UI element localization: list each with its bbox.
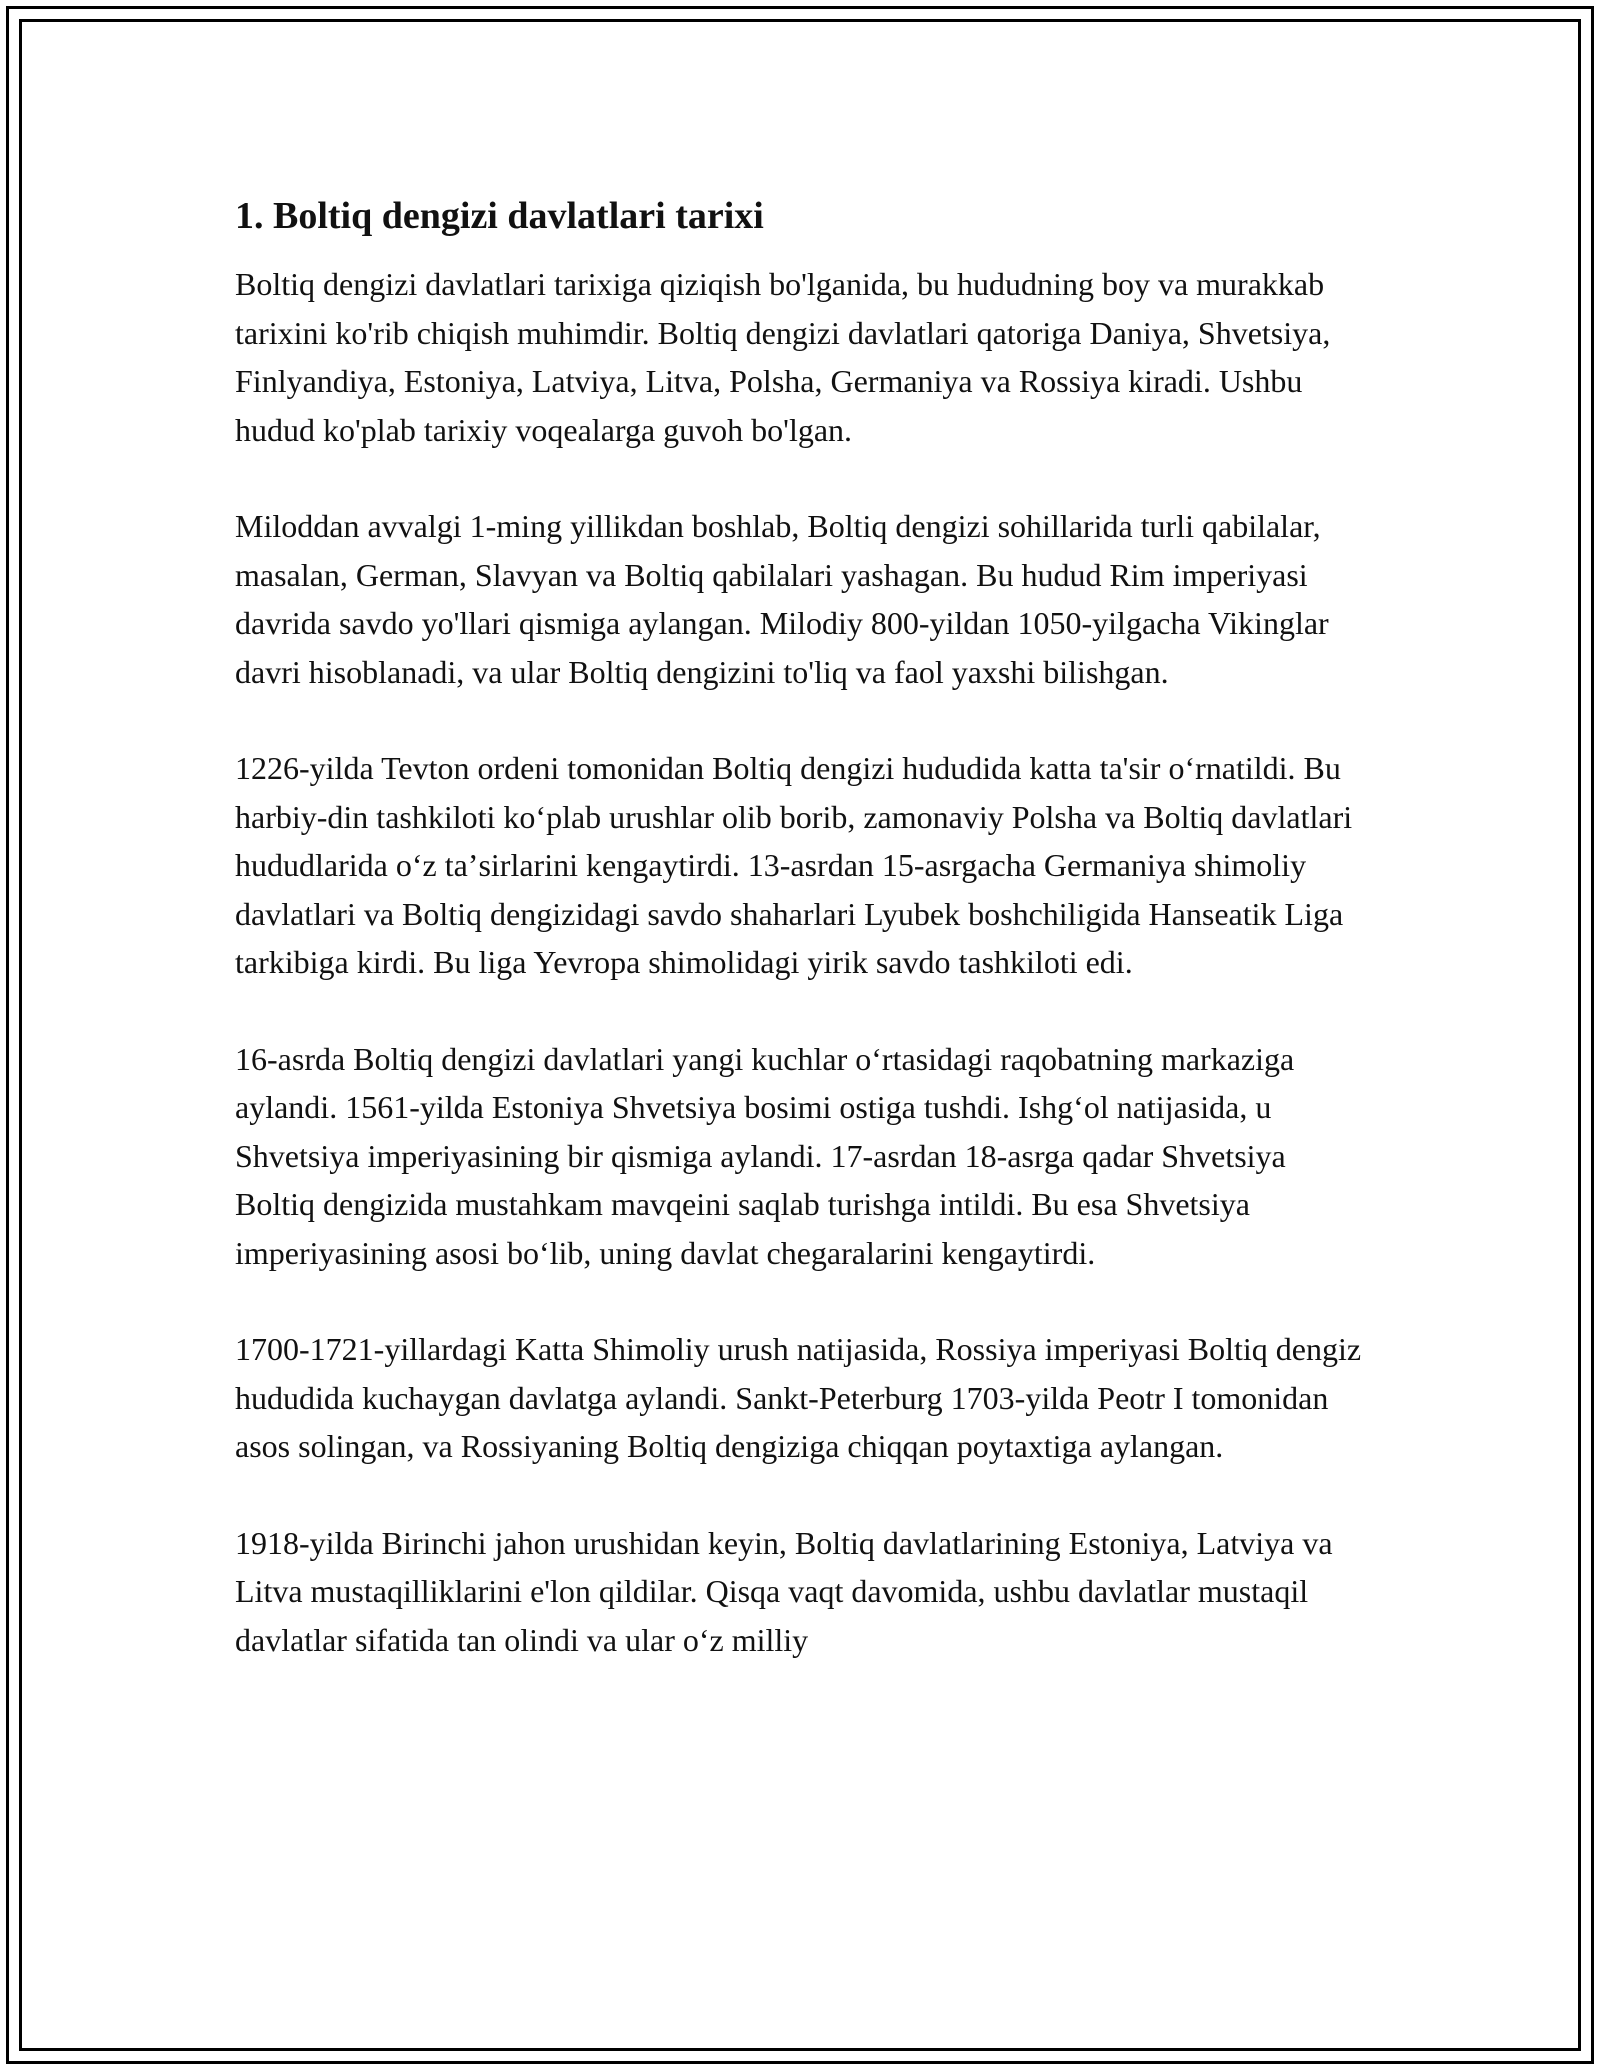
paragraph-6: 1918-yilda Birinchi jahon urushidan keyin, Boltiq davlatlarining Estoniya, Latviya va Litva mustaqilliklarini e'lon qildilar. Qisqa vaqt davomida, ushbu davlatlar mustaqil davlatlar sifatida tan olindi va ular oʻz milliy [235,1524,1333,1658]
paragraph-4: 16-asrda Boltiq dengizi davlatlari yangi kuchlar oʻrtasidagi raqobatning markaziga aylandi. 1561-yilda Estoniya Shvetsiya bosimi ostiga tushdi. Ishgʻol natijasida, u Shvetsiya imperiyasining bir qismiga aylandi. 17-asrdan 18-asrga qadar Shvetsiya Boltiq dengizida mustahkam mavqeini saqlab turishga intildi. Bu esa Shvetsiya imperiyasining asosi boʻlib, uning davlat chegaralarini kengaytirdi. [235,1040,1295,1271]
paragraph-1: Boltiq dengizi davlatlari tarixiga qiziqish bo'lganida, bu hududning boy va murakkab tarixini ko'rib chiqish muhimdir. Boltiq dengizi davlatlari qatoriga Daniya, Shvetsiya, Finlyandiya, Estoniya, Latviya, Litva, Polsha, Germaniya va Rossiya kiradi. Ushbu hudud ko'plab tarixiy voqealarga guvoh bo'lgan. [235,266,1331,448]
paragraph-2: Miloddan avvalgi 1-ming yillikdan boshlab, Boltiq dengizi sohillarida turli qabilalar, masalan, German, Slavyan va Boltiq qabilalari yashagan. Bu hudud Rim imperiyasi davrida savdo yo'llari qismiga aylangan. Milodiy 800-yildan 1050-yilgacha Vikinglar davri hisoblanadi, va ular Boltiq dengizini to'liq va faol yaxshi bilishgan. [235,508,1329,690]
paragraph-3: 1226-yilda Tevton ordeni tomonidan Boltiq dengizi hududida katta ta'sir oʻrnatildi. Bu harbiy-din tashkiloti koʻplab urushlar olib borib, zamonaviy Polsha va Boltiq davlatlari hududlarida oʻz taʼsirlarini kengaytirdi. 13-asrdan 15-asrgacha Germaniya shimoliy davlatlari va Boltiq dengizidagi savdo shaharlari Lyubek boshchiligida Hanseatik Liga tarkibiga kirdi. Bu liga Yevropa shimolidagi yirik savdo tashkiloti edi. [235,750,1353,980]
paragraph-5: 1700-1721-yillardagi Katta Shimoliy urush natijasida, Rossiya imperiyasi Boltiq dengiz hududida kuchaygan davlatga aylandi. Sankt-Peterburg 1703-yilda Peotr I tomonidan asos solingan, va Rossiyaning Boltiq dengiziga chiqqan poytaxtiga aylangan. [235,1331,1362,1464]
section-heading: 1. Boltiq dengizi davlatlari tarixi [235,195,764,237]
document-body [235,190,1370,1712]
